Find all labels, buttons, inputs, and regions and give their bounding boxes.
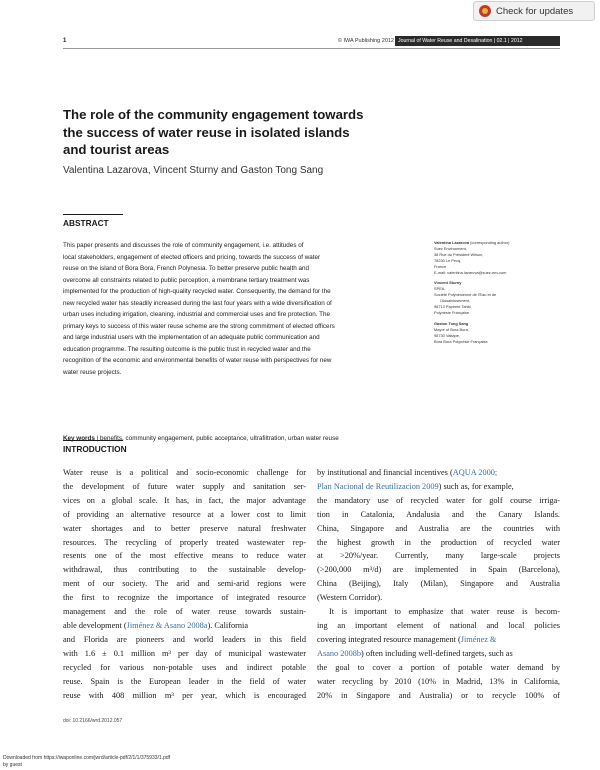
keywords-label: Key words	[63, 435, 95, 442]
affiliation-name: Vincent Sturny	[434, 280, 462, 286]
affiliation-name: Valentina Lazarova	[434, 240, 470, 245]
abstract-line: new recycled water has steadily increased during the last four years with a wide diversification of	[63, 299, 332, 307]
abstract-body	[63, 240, 420, 378]
affiliation-line: Mayor of Bora Bora,	[434, 326, 469, 332]
title-line: and tourist areas	[63, 142, 170, 157]
citation-link[interactable]: AQUA 2000;	[452, 468, 498, 477]
affiliation-email[interactable]: E-mail: valentina.lazarova@suez-env.com	[434, 269, 507, 275]
abstract-line: recognition of the economic and environmental benefits of water reuse with perspectives for new	[63, 357, 332, 364]
abstract-line: and large industrial users with the implementation of an adequate public communication and	[63, 334, 320, 341]
body-line: at >20%/year. Currently, many large-scale projects	[317, 551, 560, 561]
body-line	[317, 633, 560, 647]
body-line	[63, 619, 306, 633]
affiliations	[434, 240, 560, 350]
crossmark-icon	[479, 5, 491, 17]
journal-bar	[395, 36, 560, 46]
keywords-list: benefits, community engagement, public acceptance, ultrafiltration, urban water reuse	[100, 435, 339, 442]
abstract-line: This paper presents and discusses the role of community engagement, i.e. attitudes of	[63, 242, 304, 249]
affiliation-role: (corresponding author)	[469, 240, 510, 245]
body-line	[317, 466, 560, 480]
affiliation-line: Suez Environment,	[434, 245, 467, 251]
body-line: water recycling by 2010 (10% in Madrid, 13% in California,	[317, 676, 560, 686]
abstract-heading: ABSTRACT	[63, 218, 109, 228]
body-line: vices on a global scale. It has, in fact, the major advantage	[63, 495, 306, 505]
body-line: (Western Corridor).	[317, 593, 383, 603]
body-line	[317, 647, 560, 661]
body-column-right	[317, 466, 560, 702]
abstract-rule	[63, 214, 123, 215]
journal-volume: 02.1	[496, 38, 507, 44]
body-line: reuse with 408 million m³ per year, which is encouraged	[63, 690, 306, 700]
citation-link[interactable]: Jiménez & Asano 2008a	[126, 620, 208, 630]
body-line: 20% in Singapore and Australia) or to recycle 100% of	[317, 690, 560, 700]
abstract-line: overcome all constraints related to public perception, a membrane tertiary treatment was	[63, 276, 310, 284]
citation-link[interactable]: Jiménez &	[460, 634, 497, 644]
body-line: resents one of the most effective means to reduce water	[63, 551, 306, 561]
affiliation-name: Gaston Tong Sang	[434, 320, 469, 326]
keywords-divider: |	[96, 435, 100, 442]
body-line: tion in Catalonia, Andalusia and the Canary Islands.	[317, 509, 560, 519]
body-line: (>200,000 m³/d) are implemented in Spain (Barcelona),	[317, 565, 560, 575]
download-note	[3, 755, 170, 768]
affiliation-line: 98730 Vaitape,	[434, 332, 460, 338]
affiliation-block	[434, 240, 560, 275]
page-number: 1	[63, 38, 67, 44]
body-line: resources. The recycling of properly treated wastewater rep-	[63, 537, 306, 547]
text-run: ) often including well-defined targets, such as	[361, 648, 513, 658]
journal-name: Journal of Water Reuse and Desalination	[398, 38, 493, 44]
body-line: reuse. Spain is the European leader in the field of water	[63, 676, 306, 686]
abstract-line: education programme. The resulting outcome is the public trust in recycled water and the	[63, 345, 311, 353]
body-line: and Florida are pioneers and world leaders in this field	[63, 634, 306, 644]
journal-year: 2012	[510, 38, 523, 44]
affiliation-line: 78230 Le Pecq,	[434, 257, 462, 263]
affiliation-line: 38 Rue du Président Wilson,	[434, 251, 484, 257]
download-line: by guest	[3, 761, 22, 768]
article-title	[63, 106, 393, 159]
body-line: the highest growth in the production of recycled water	[317, 537, 560, 547]
check-for-updates-label: Check for updates	[496, 5, 574, 17]
download-line[interactable]: Downloaded from https://iwaponline.com/jwrd/article-pdf/2/1/1/375933/1.pdf	[3, 755, 171, 761]
header-rule	[63, 48, 560, 49]
body-column-left	[63, 466, 306, 702]
body-line: Water reuse is a political and socio-economic challenge for	[63, 468, 306, 477]
body-line: China (Beijing), Italy (Milan), Singapore and Australia	[317, 579, 560, 589]
citation-link[interactable]: Plan Nacional de Reutilizacion 2009	[317, 481, 439, 491]
running-header	[63, 36, 560, 46]
citation-link[interactable]: Asano 2008b	[317, 648, 362, 658]
affiliation-line: l'Assainissement,	[440, 298, 470, 304]
title-line: the success of water reuse in isolated islands	[63, 124, 350, 140]
body-line: ment of our society. The arid and semi-arid regions were	[63, 579, 306, 589]
affiliation-line: SPEA,	[434, 286, 446, 292]
body-line: the first to recognize the importance of integrated resource	[63, 593, 306, 603]
abstract-line: urban uses including irrigation, cleaning, industrial and commercial uses and fire protection. The	[63, 311, 330, 318]
bar-divider: |	[492, 38, 497, 44]
affiliation-block	[434, 321, 560, 345]
body-line: the development of future water supply and sanitation ser-	[63, 481, 306, 491]
affiliation-line: Bora Bora Polynésie Française	[434, 338, 488, 344]
abstract-line: local stakeholders, engagement of elected officers and pricing, towards the success of water	[63, 253, 321, 261]
affiliation-line: 98713 Papeete Tahiti,	[434, 304, 472, 310]
abstract-line: reuse on the island of Bora Bora, French Polynesia. To better preserve public health and	[63, 265, 309, 272]
text-run: covering integrated resource management (	[317, 634, 461, 644]
introduction-heading: INTRODUCTION	[63, 444, 127, 454]
body-line: the goal to cover a portion of potable water demand by	[317, 662, 560, 672]
check-for-updates-button[interactable]	[473, 1, 595, 21]
text-run: ). California	[207, 620, 249, 630]
body-line: water shortages and to better preserve natural freshwater	[63, 523, 306, 533]
body-line: withdrawal, thus contributing to the sustainable develop-	[63, 565, 306, 575]
body-line: management and the role of water reuse towards sustain-	[63, 607, 306, 617]
text-run: ) such as, for example,	[438, 481, 514, 491]
abstract-line: implemented for the production of high-quality recycled water. Consequently, the demand for the	[63, 288, 331, 295]
title-line: The role of the community engagement towards	[63, 107, 364, 122]
body-line: the mandatory use of recycled water for golf course irriga-	[317, 495, 560, 505]
body-line: recycled for various non-potable uses and indirect potable	[63, 662, 306, 672]
introduction-rule	[63, 440, 123, 441]
abstract-line: primary keys to success of this water reuse scheme are the strong commitment of elected officers	[63, 322, 335, 330]
body-line: with 1.6 ± 0.1 million m³ per day of municipal wastewater	[63, 648, 306, 658]
affiliation-block	[434, 280, 560, 315]
affiliation-line: France	[434, 263, 447, 269]
body-line: It is important to emphasize that water reuse is becom-	[329, 607, 560, 617]
doi[interactable]: doi: 10.2166/wrd.2012.057	[63, 718, 123, 724]
body-line: of providing an alternative resource at a lower cost to limit	[63, 509, 306, 519]
affiliation-line: Polynésie Française	[434, 309, 470, 315]
abstract-line: water reuse projects.	[63, 368, 122, 376]
author-list: Valentina Lazarova, Vincent Sturny and Gaston Tong Sang	[63, 165, 324, 176]
text-run: able development (	[63, 620, 127, 630]
bar-divider: |	[506, 38, 511, 44]
body-line: ing an important element of national and local policies	[317, 620, 560, 630]
text-run: by institutional and financial incentives (	[317, 468, 453, 477]
publisher-copyright: © IWA Publishing 2012	[337, 38, 394, 44]
body-line: China, Singapore and Australia are the countries with	[317, 523, 560, 533]
body-line	[317, 480, 560, 494]
affiliation-line: Société Polynésienne de l'Eau et de	[434, 292, 497, 298]
